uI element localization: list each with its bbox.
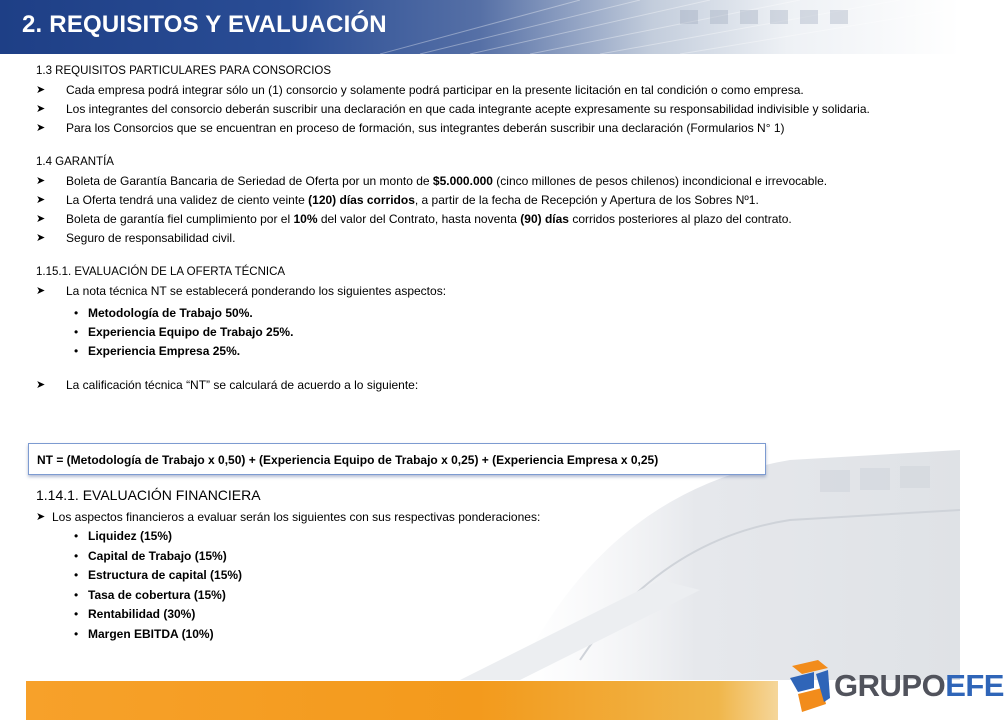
dot-bullet-icon: •	[74, 626, 79, 641]
list-item: ➤ La calificación técnica “NT” se calculará de acuerdo a lo siguiente:	[36, 376, 936, 395]
arrow-bullet-icon: ➤	[36, 232, 46, 244]
bullet-item: • Capital de Trabajo (15%)	[36, 547, 736, 567]
arrow-bullet-icon: ➤	[36, 175, 46, 187]
dot-bullet-icon: •	[74, 587, 79, 602]
dot-bullet-icon: •	[74, 306, 79, 320]
arrow-bullet-icon: ➤	[36, 285, 46, 297]
arrow-bullet-icon: ➤	[36, 194, 46, 206]
arrow-bullet-icon: ➤	[36, 122, 46, 134]
dot-bullet-icon: •	[74, 568, 79, 582]
header-decoration	[380, 0, 960, 54]
dot-bullet-icon: •	[74, 529, 79, 543]
bullet-item: • Experiencia Equipo de Trabajo 25%.	[36, 323, 936, 342]
arrow-bullet-icon: ➤	[36, 84, 46, 96]
bullet-item: • Metodología de Trabajo 50%.	[36, 304, 936, 323]
arrow-bullet-icon: ➤	[36, 510, 46, 523]
dot-bullet-icon: •	[74, 344, 79, 358]
arrow-bullet-icon: ➤	[36, 379, 46, 391]
section-1-4-title: 1.4 GARANTÍA	[36, 156, 114, 168]
arrow-bullet-icon: ➤	[36, 103, 46, 115]
list-item: ➤ Boleta de garantía fiel cumplimiento por el 10% del valor del Contrato, hasta noventa (90) días corridos posteriores al plazo del contrato.	[36, 210, 936, 229]
page-title: 2. REQUISITOS Y EVALUACIÓN	[22, 11, 387, 38]
bullet-item: • Margen EBITDA (10%)	[36, 625, 736, 645]
dot-bullet-icon: •	[74, 325, 79, 339]
list-item: ➤ Cada empresa podrá integrar sólo un (1) consorcio y solamente podrá participar en la presente licitación en tal condición o como empresa.	[36, 81, 936, 100]
bullet-item: • Estructura de capital (15%)	[36, 566, 736, 586]
dot-bullet-icon: •	[74, 607, 79, 621]
bullet-item: • Tasa de cobertura (15%)	[36, 586, 736, 606]
list-item: ➤ Boleta de Garantía Bancaria de Seriedad de Oferta por un monto de $5.000.000 (cinco millones de pesos chilenos) incondicional e irrevocable.	[36, 172, 936, 191]
list-item: ➤ Los aspectos financieros a evaluar serán los siguientes con sus respectivas ponderaciones:	[36, 508, 736, 528]
section-1-15-1-title: 1.15.1. EVALUACIÓN DE LA OFERTA TÉCNICA	[36, 266, 286, 278]
header-band	[0, 0, 960, 54]
dot-bullet-icon: •	[74, 548, 79, 563]
logo-mark-icon	[788, 658, 832, 716]
arrow-bullet-icon: ➤	[36, 213, 46, 225]
requirements-content	[36, 62, 936, 395]
list-item: ➤ Seguro de responsabilidad civil.	[36, 229, 936, 248]
section-1-3-title: 1.3 REQUISITOS PARTICULARES PARA CONSORCIOS	[36, 65, 332, 77]
list-item: ➤ La nota técnica NT se establecerá ponderando los siguientes aspectos:	[36, 282, 936, 301]
bullet-item: • Rentabilidad (30%)	[36, 605, 736, 625]
nt-formula-box: NT = (Metodología de Trabajo x 0,50) + (Experiencia Equipo de Trabajo x 0,25) + (Experiencia Empresa x 0,25)	[28, 443, 766, 475]
bullet-item: • Liquidez (15%)	[36, 527, 736, 547]
financial-evaluation	[36, 486, 736, 644]
list-item: ➤ Para los Consorcios que se encuentran en proceso de formación, sus integrantes deberán suscribir una declaración (Formularios N° 1)	[36, 119, 936, 138]
list-item: ➤ La Oferta tendrá una validez de ciento veinte (120) días corridos, a partir de la fecha de Recepción y Apertura de los Sobres Nº1.	[36, 191, 936, 210]
logo-wordmark: GRUPOEFE	[834, 668, 1004, 703]
bullet-item: • Experiencia Empresa 25%.	[36, 342, 936, 361]
list-item: ➤ Los integrantes del consorcio deberán suscribir una declaración en que cada integrante acepte expresamente su responsabilidad indivisible y solidaria.	[36, 100, 936, 119]
grupo-efe-logo	[788, 656, 1004, 716]
footer-bar	[26, 681, 778, 720]
section-1-14-1-title: 1.14.1. EVALUACIÓN FINANCIERA	[36, 487, 261, 503]
